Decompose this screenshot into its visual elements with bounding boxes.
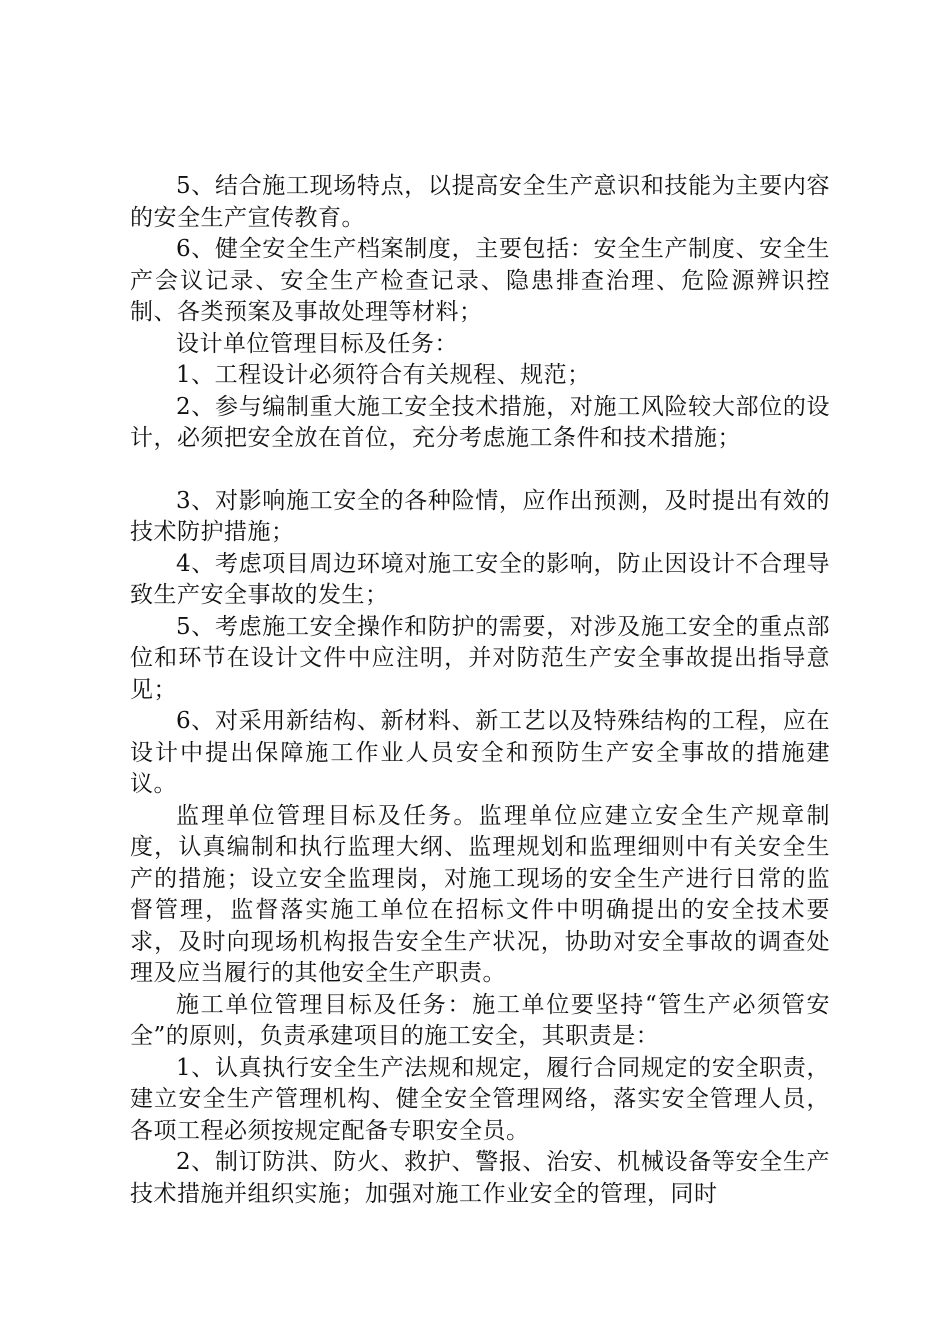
design-item-2: 2、参与编制重大施工安全技术措施，对施工风险较大部位的设计，必须把安全放在首位，充分考虑施工条件和技术措施； xyxy=(130,393,830,451)
paragraph-item-6-archives: 6、健全安全生产档案制度，主要包括：安全生产制度、安全生产会议记录、安全生产检查记录、隐患排查治理、危险源辨识控制、各类预案及事故处理等材料； xyxy=(130,236,830,325)
design-item-4: 4、考虑项目周边环境对施工安全的影响，防止因设计不合理导致生产安全事故的发生； xyxy=(130,550,830,608)
design-item-1: 1、工程设计必须符合有关规程、规范； xyxy=(176,362,591,388)
design-item-5: 5、考虑施工安全操作和防护的需要，对涉及施工安全的重点部位和环节在设计文件中应注明，并对防范生产安全事故提出指导意见； xyxy=(130,613,830,703)
construction-item-2: 2、制订防洪、防火、救护、警报、治安、机械设备等安全生产技术措施并组织实施；加强对施工作业安全的管理，同时 xyxy=(130,1149,830,1207)
design-item-6: 6、对采用新结构、新材料、新工艺以及特殊结构的工程，应在设计中提出保障施工作业人员安全和预防生产安全事故的措施建议。 xyxy=(130,708,830,797)
design-item-3: 3、对影响施工安全的各种险情，应作出预测，及时提出有效的技术防护措施； xyxy=(130,487,830,545)
paragraph-item-5-publicity: 5、结合施工现场特点，以提高安全生产意识和技能为主要内容的安全生产宣传教育。 xyxy=(130,173,830,231)
document-body xyxy=(130,171,830,1210)
supervision-unit-paragraph: 监理单位管理目标及任务。监理单位应建立安全生产规章制度，认真编制和执行监理大纲、监理规划和监理细则中有关安全生产的措施；设立安全监理岗，对施工现场的安全生产进行日常的监督管理，监督落实施工单位在招标文件中明确提出的安全技术要求，及时向现场机构报告安全生产状况，协助对安全事故的调查处理及应当履行的其他安全生产职责。 xyxy=(130,802,830,986)
design-unit-heading: 设计单位管理目标及任务： xyxy=(176,330,458,357)
construction-unit-heading: 施工单位管理目标及任务：施工单位要坚持“管生产必须管安全”的原则，负责承建项目的施工安全，其职责是： xyxy=(130,991,830,1049)
construction-item-1: 1、认真执行安全生产法规和规定，履行合同规定的安全职责，建立安全生产管理机构、健全安全管理网络，落实安全管理人员，各项工程必须按规定配备专职安全员。 xyxy=(130,1054,830,1144)
